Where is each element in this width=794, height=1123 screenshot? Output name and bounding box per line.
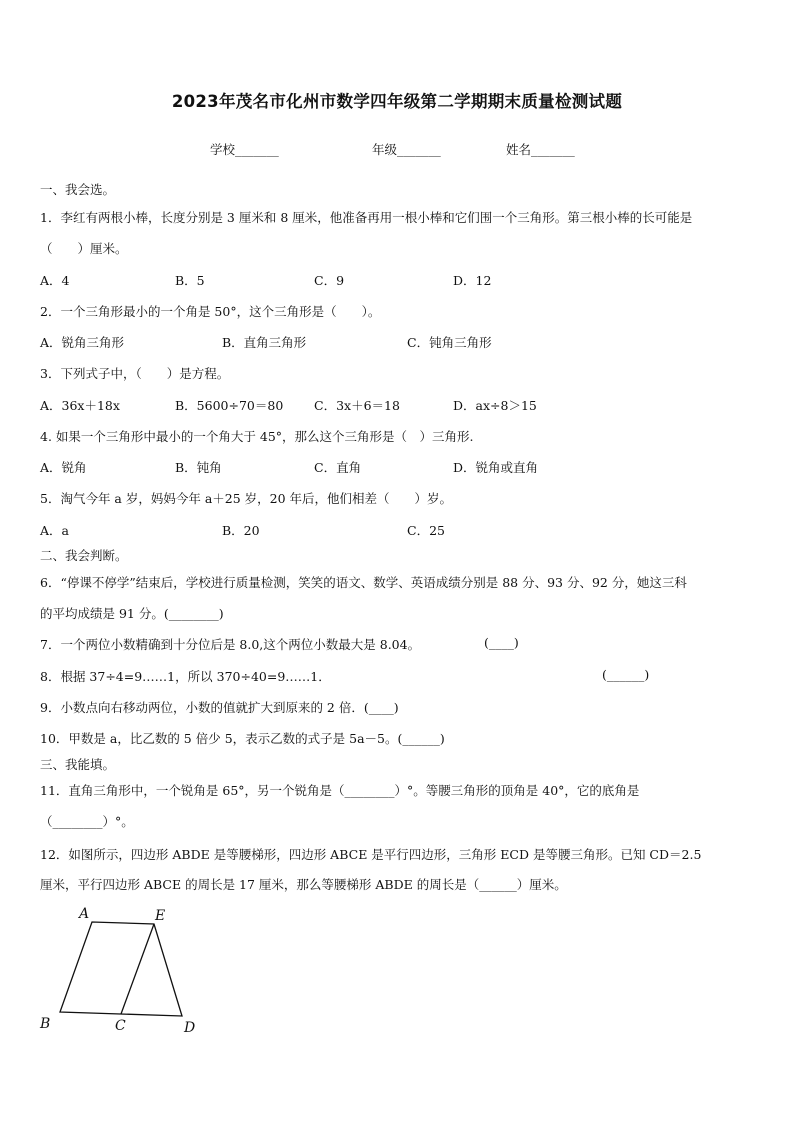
q4-option-d: D．锐角或直角 — [453, 460, 539, 475]
q3-option-a: A．36x＋18x — [40, 398, 120, 413]
q4-option-b: B．钝角 — [175, 460, 222, 475]
trapezoid-outline — [60, 922, 182, 1016]
q3-option-d: D．ax÷8＞15 — [453, 398, 537, 413]
question-11: 11．直角三角形中，一个锐角是 65°，另一个锐角是（________）°。等腰三角形的顶角是 40°，它的底角是 — [40, 783, 640, 798]
label-d: D — [184, 1020, 196, 1036]
q1-option-a: A．4 — [40, 273, 70, 288]
question-4: 4. 如果一个三角形中最小的一个角大于 45°，那么这个三角形是（ ）三角形. — [40, 429, 474, 444]
q1-option-d: D．12 — [453, 273, 492, 288]
name-field: 姓名_______ — [506, 142, 575, 157]
question-3: 3．下列式子中，（ ）是方程。 — [40, 366, 230, 381]
q3-option-c: C．3x＋6＝18 — [314, 398, 400, 413]
q4-option-c: C．直角 — [314, 460, 362, 475]
segment-ec — [121, 924, 154, 1014]
q2-option-a: A．锐角三角形 — [40, 335, 125, 350]
question-1-cont: （ ）厘米。 — [40, 241, 128, 256]
q2-option-c: C．钝角三角形 — [407, 335, 492, 350]
school-field: 学校_______ — [210, 142, 279, 157]
section-heading-choose: 一、我会选。 — [40, 182, 116, 197]
q7-answer-blank: (____) — [484, 635, 519, 650]
label-b: B — [40, 1016, 51, 1032]
question-8: 8．根据 37÷4=9……1，所以 370÷40=9……1． — [40, 669, 331, 684]
label-a: A — [79, 906, 90, 922]
q5-option-b: B．20 — [222, 523, 260, 538]
question-11-cont: （________）°。 — [40, 814, 134, 829]
question-6-cont: 的平均成绩是 91 分。(________) — [40, 606, 224, 621]
q8-answer-blank: (______) — [602, 667, 650, 682]
question-1: 1．李红有两根小棒，长度分别是 3 厘米和 8 厘米，他准备再用一根小棒和它们围一个三角形。第三根小棒的长可能是 — [40, 210, 693, 225]
section-heading-fill: 三、我能填。 — [40, 757, 116, 772]
question-12-cont: 厘米，平行四边形 ABCE 的周长是 17 厘米，那么等腰梯形 ABDE 的周长是（______）厘米。 — [40, 877, 567, 892]
question-7: 7．一个两位小数精确到十分位后是 8.0,这个两位小数最大是 8.04。 — [40, 637, 421, 652]
question-12: 12．如图所示，四边形 ABDE 是等腰梯形，四边形 ABCE 是平行四边形，三角形 ECD 是等腰三角形。已知 CD＝2.5 — [40, 847, 702, 862]
label-e: E — [155, 908, 166, 924]
q1-option-b: B．5 — [175, 273, 205, 288]
q5-option-a: A．a — [40, 523, 69, 538]
question-6: 6．“停课不停学”结束后，学校进行质量检测，笑笑的语文、数学、英语成绩分别是 88 分、93 分、92 分，她这三科 — [40, 575, 687, 590]
q4-option-a: A．锐角 — [40, 460, 87, 475]
q5-option-c: C．25 — [407, 523, 445, 538]
page-title: 2023年茂名市化州市数学四年级第二学期期末质量检测试题 — [171, 92, 623, 111]
q3-option-b: B．5600÷70＝80 — [175, 398, 284, 413]
question-9: 9．小数点向右移动两位，小数的值就扩大到原来的 2 倍．(____) — [40, 700, 399, 715]
question-5: 5．淘气今年 a 岁，妈妈今年 a＋25 岁，20 年后，他们相差（ ）岁。 — [40, 491, 453, 506]
trapezoid-figure — [36, 902, 206, 1042]
section-heading-judge: 二、我会判断。 — [40, 548, 128, 563]
q2-option-b: B．直角三角形 — [222, 335, 307, 350]
q1-option-c: C．9 — [314, 273, 345, 288]
label-c: C — [115, 1018, 126, 1034]
question-2: 2．一个三角形最小的一个角是 50°，这个三角形是（ ）。 — [40, 304, 381, 319]
question-10: 10．甲数是 a，比乙数的 5 倍少 5，表示乙数的式子是 5a－5。(______) — [40, 731, 445, 746]
grade-field: 年级_______ — [372, 142, 441, 157]
